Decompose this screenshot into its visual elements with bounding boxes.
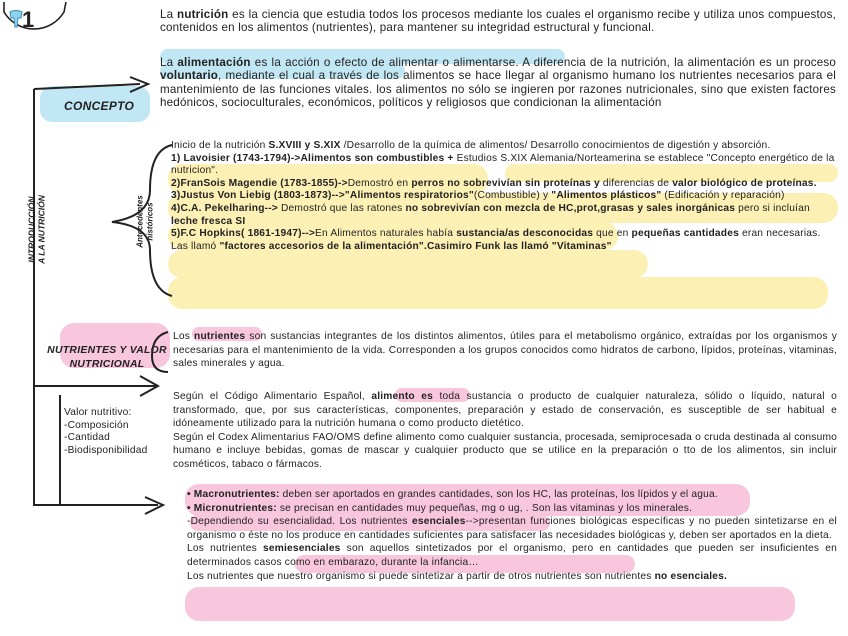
- valor-nutritivo-list: Valor nutritivo: -Composición -Cantidad -Biodisponibilidad: [64, 407, 148, 456]
- concepto-alimentacion-text: La alimentación es la acción o efecto de alimentar o alimentarse. A diferencia de la nutrición, la alimentación es un proceso voluntario, mediante el cual a través de los alimentos se hace llegar al organismo humano los nutrientes necesarios para el mantenimiento de las funciones vitales. los alimentos no sólo se ingieren por razones nutricionales, sino que existen factores hedónicos, socioculturales, económicos, políticos y religiosos que condicionan la alimentación: [160, 56, 837, 110]
- nutrientes-definition: Los nutrientes son sustancias integrantes de los distintos alimentos, útiles para el metabolismo orgánico, extraídas por los organismos y necesarias para el mantenimiento de la vida. Corresponden a los grupos conocidos como hidratos de carbono, lípidos, proteínas, vitaminas, sales minerales y agua.: [173, 331, 837, 369]
- introduccion-label: INTRODUCCIÓN A LA NUTRICIÓN: [26, 195, 46, 264]
- antecedentes-label: Antecedentes históricos: [135, 195, 154, 248]
- antecedentes-text: Inicio de la nutrición S.XVIII y S.XIX /Desarrollo de la química de alimentos/ Desarrollo conocimientos de digestión y absorción. 1) Lavoisier (1743-1794)->Alimentos son combustibles + Estudios S.XIX Alemania/Norteamerina se establece "Concepto energético de la nutricion". 2)FranSois Magendie (1783-1855)->Demostró en perros no sobrevivían sin proteínas y diferencias de valor biológico de proteínas. 3)Justus Von Liebig (1803-1873)-->"Alimentos respiratorios"(Combustible) y "Alimentos plásticos" (Edificación y reparación) 4)C.A. Pekelharing--> Demostró que las ratones no sobrevivían con mezcla de HC,prot,grasas y sales inorgánicas pero si incluían leche fresca SI 5)F.C Hopkins( 1861-1947)-->En Alimentos naturales había sustancia/as desconocidas que en pequeñas cantidades eran necesarias. Las llamó "factores accesorios de la alimentación".Casimiro Funk las llamó "Vitaminas": [171, 140, 835, 252]
- clasificacion-nutrientes: • Macronutrientes: deben ser aportados en grandes cantidades, son los HC, las proteínas, los lípidos y el agua. • Micronutrientes: se precisan en cantidades muy pequeñas, mg o ug, . Son las vitaminas y los minerales. -Dependiendo su esencialidad. Los nutrientes esenciales-->presentan funciones biológicas específicas y no pueden sintetizarse en el organismo o éste no los produce en cantidades suficientes para satisfacer las necesidades biológicas y, deben ser aportados en la dieta. Los nutrientes semiesenciales son aquellos sintetizados por el organismo, pero en cantidades que pueden ser insuficientes en determinados casos como en embarazo, durante la infancia… Los nutrientes que nuestro organismo si puede sintetizar a partir de otros nutrientes son nutrientes no esenciales.: [187, 489, 837, 582]
- alimento-definition: Según el Código Alimentario Español, alimento es toda sustancia o producto de cualquier naturaleza, sólido o líquido, natural o transformado, que, por sus características, componentes, preparación y estado de conservación, es susceptible de ser habitual e idóneamente utilizado para la nutrición humana o como producto dietético. Según el Codex Alimentarius FAO/OMS define alimento como cualquier sustancia, procesada, semiprocesada o cruda destinada al consumo humano e incluye bebidas, gomas de mascar y cualquier producto que se utilice en la preparación o tto de los alimentos, sin incluir cosméticos, tabaco o fármacos.: [173, 391, 837, 470]
- nutrientes-label: NUTRIENTES Y VALOR NUTRICIONAL: [47, 345, 167, 370]
- concepto-nutricion-text: La nutrición es la ciencia que estudia todos los procesos mediante los cuales el organismo recibe y utiliza unos compuestos, contenidos en los alimentos (nutrientes), para mantener su integridad estructural y funcional.: [160, 8, 836, 35]
- concepto-label: CONCEPTO: [64, 99, 135, 113]
- topic-number: 1: [22, 7, 35, 32]
